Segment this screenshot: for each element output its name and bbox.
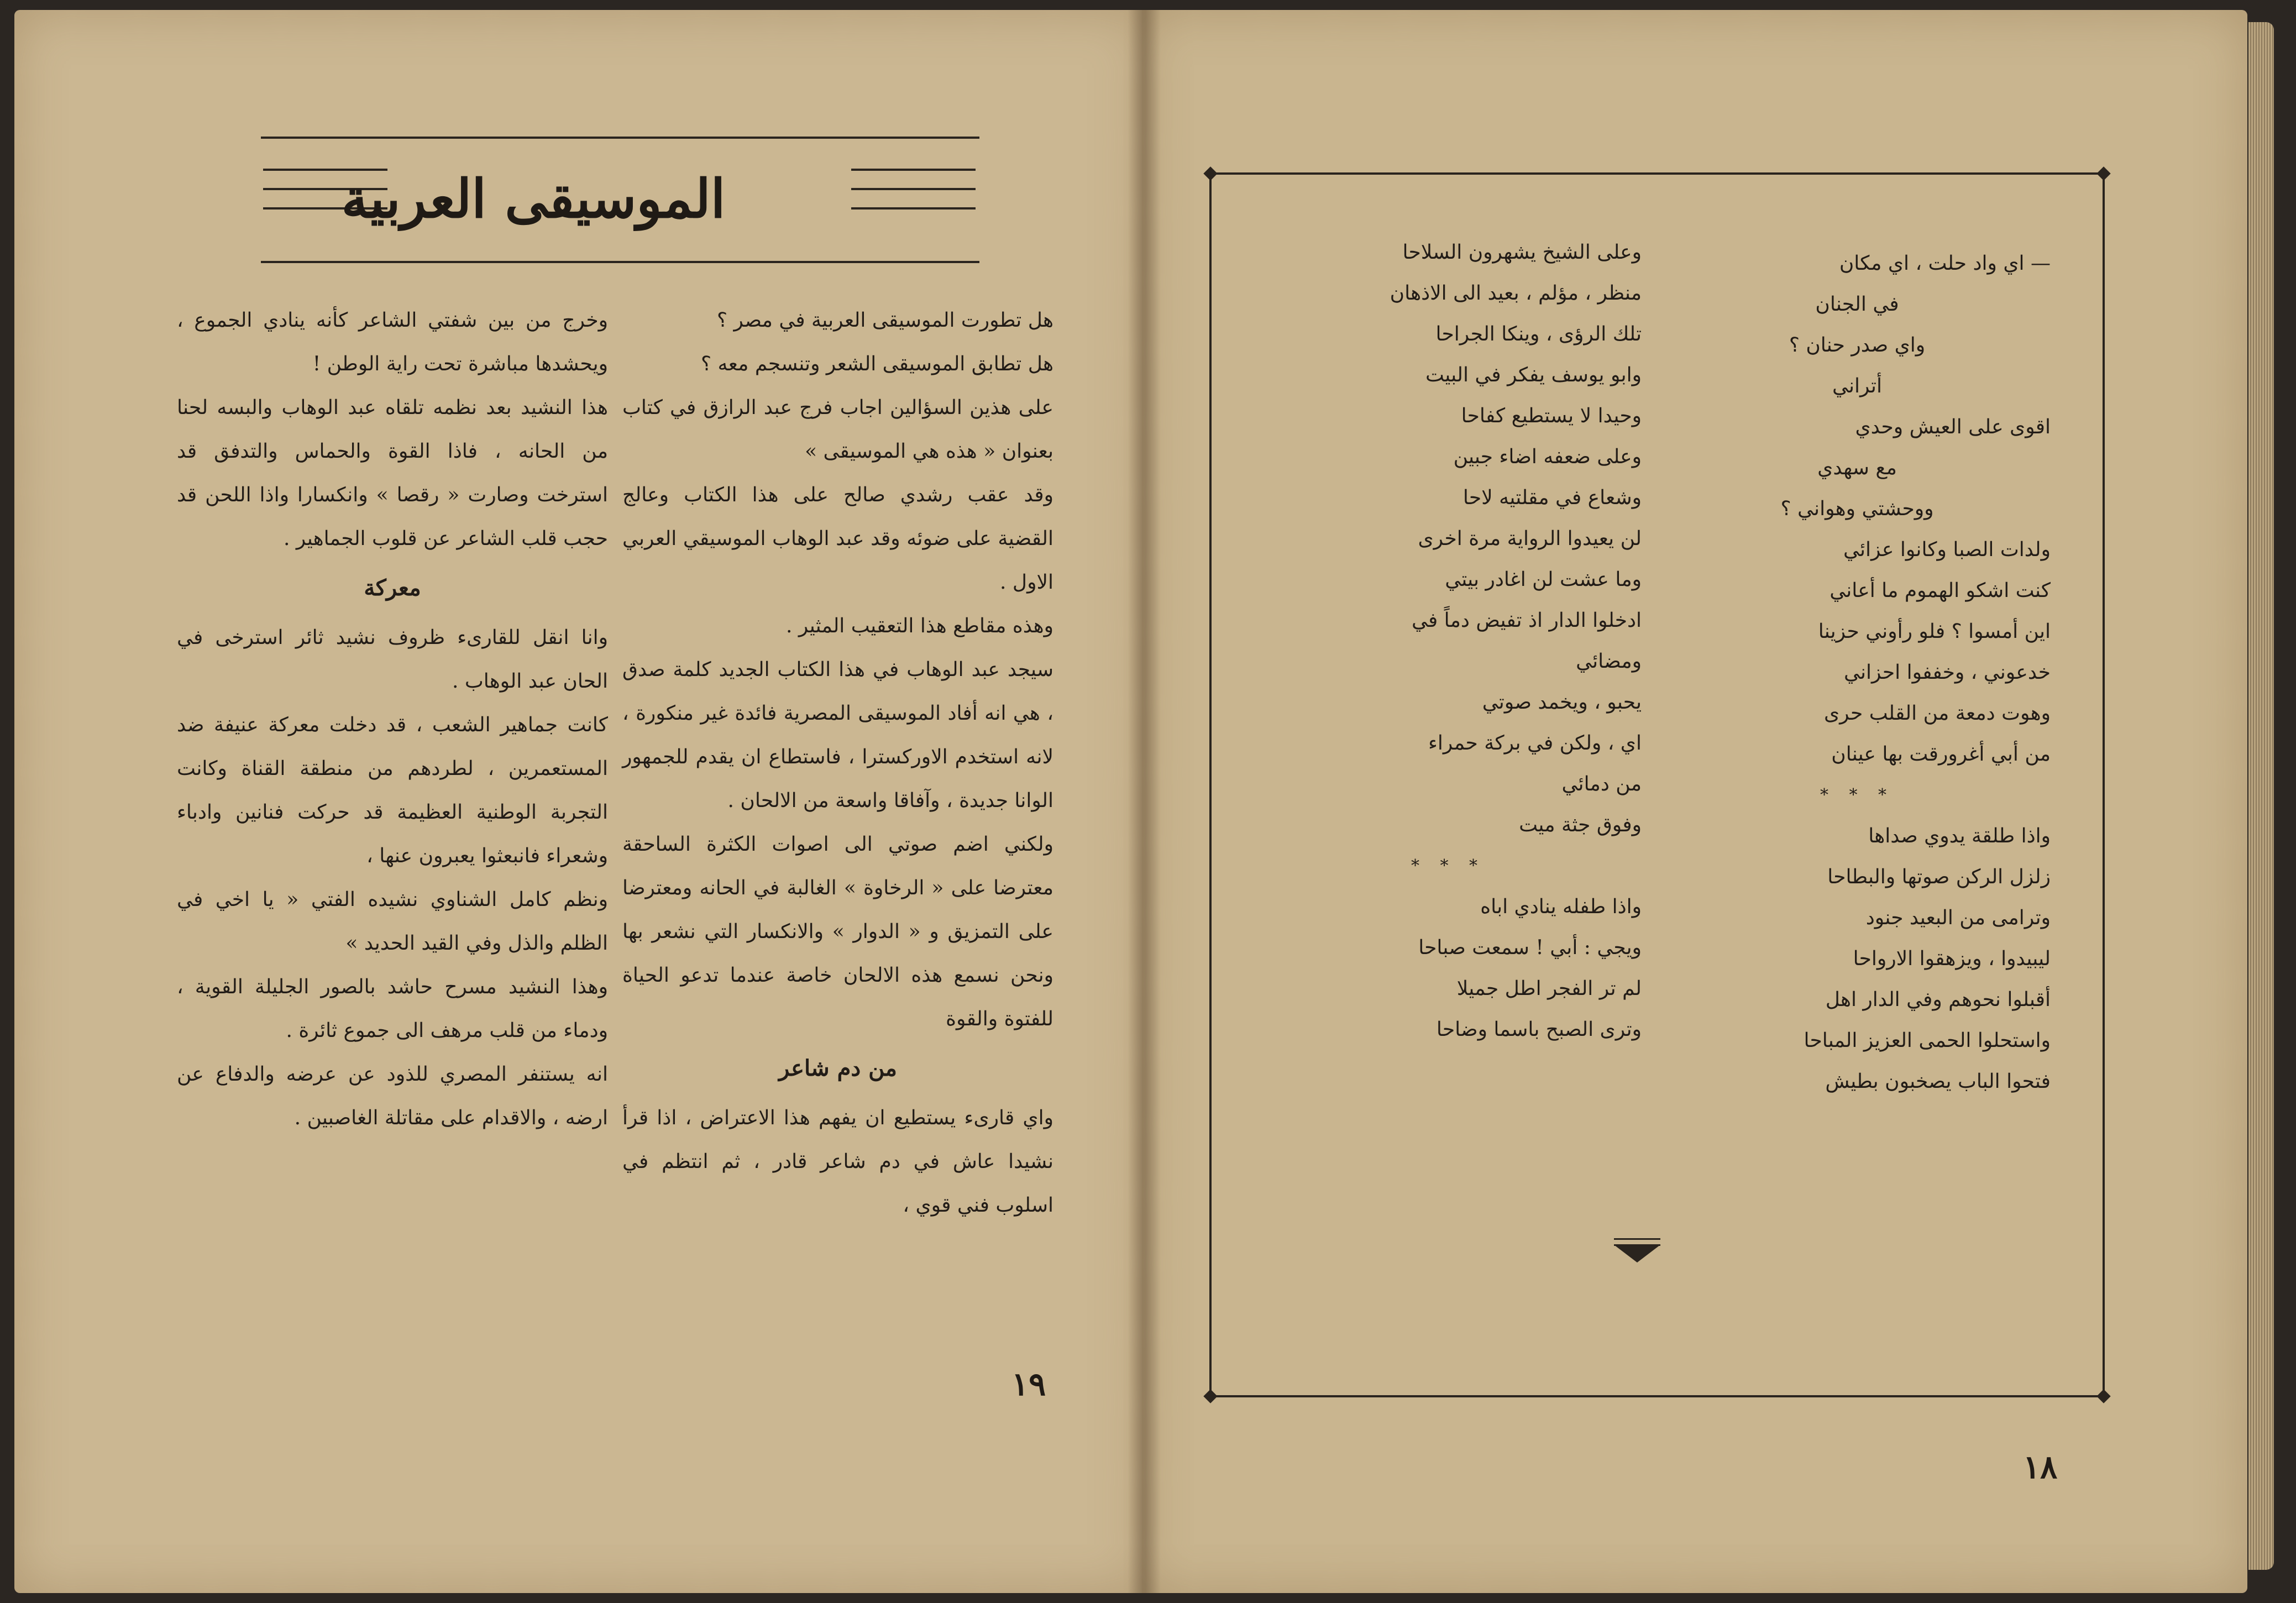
paragraph: وقد عقب رشدي صالح على هذا الكتاب وعالج القضية على ضوئه وقد عبد الوهاب الموسيقي العربي الاول .: [622, 484, 1053, 594]
article-column-left: [177, 298, 608, 1140]
verse-line: ومضائي: [1576, 650, 1642, 673]
verse-line: واستحلوا الحمى العزيز المباحا: [1804, 1029, 2051, 1052]
paragraph: انه يستنفر المصري للذود عن عرضه والدفاع عن ارضه ، والاقدام على مقاتلة الغاصبين .: [177, 1063, 608, 1129]
verse-line: يحبو ، ويخمد صوتي: [1482, 691, 1642, 714]
subheading: من دم شاعر: [779, 1055, 897, 1081]
title-bottom-rule: [261, 261, 979, 263]
paragraph: وانا انقل للقارىء ظروف نشيد ثائر استرخى في الحان عبد الوهاب .: [177, 626, 608, 693]
verse-line: ولدات الصبا وكانوا عزائي: [1843, 538, 2051, 561]
paragraph: ولكني اضم صوتي الى اصوات الكثرة الساحقة معترضا على « الرخاوة » الغالبة في الحانه ومعترضا على التمزيق و « الدوار » والانكسار التي نشعر بها ونحن نسمع هذه الالحان خاصة عندما تدعو الحياة للفتوة والقوة: [622, 833, 1053, 1030]
paragraph: واي قارىء يستطيع ان يفهم هذا الاعتراض ، اذا قرأ نشيدا عاش في دم شاعر قادر ، ثم انتظم في اسلوب فني قوي ،: [622, 1107, 1053, 1217]
verse-line: أتراني: [1832, 375, 1882, 397]
verse-line: من أبي أغرورقت بها عينان: [1831, 743, 2051, 766]
paragraph: سيجد عبد الوهاب في هذا الكتاب الجديد كلمة صدق ، هي انه أفاد الموسيقى المصرية فائدة غير منكورة ، لانه استخدم الاوركسترا ، فاستطاع ان يقدم للجمهور الوانا جديدة ، وآفاقا واسعة من الالحان .: [622, 658, 1053, 812]
verse-line: وترى الصبح باسما وضاحا: [1436, 1018, 1642, 1041]
section-divider: * * *: [1411, 856, 1486, 876]
verse-line: — اي واد حلت ، اي مكان: [1839, 252, 2051, 275]
verse-line: اين أمسوا ؟ فلو رأوني حزينا: [1818, 620, 2051, 643]
paragraph: وهذه مقاطع هذا التعقيب المثير .: [786, 615, 1053, 637]
verse-line: لم تر الفجر اطل جميلا: [1456, 977, 1642, 1000]
paragraph: وخرج من بين شفتي الشاعر كأنه ينادي الجموع ، ويحشدها مباشرة تحت راية الوطن !: [177, 309, 608, 375]
verse-line: وحيدا لا يستطيع كفاحا: [1461, 405, 1642, 427]
verse-line: واذا طلقة يدوي صداها: [1868, 825, 2051, 847]
verse-line: منظر ، مؤلم ، بعيد الى الاذهان: [1390, 282, 1642, 305]
book-gutter: [1128, 10, 1161, 1593]
subheading: معركة: [364, 575, 421, 601]
verse-line: وما عشت لن اغادر بيتي: [1445, 568, 1642, 591]
verse-line: أقبلوا نحوهم وفي الدار اهل: [1825, 988, 2051, 1011]
paragraph: هل تطابق الموسيقى الشعر وتنسجم معه ؟: [700, 353, 1053, 375]
verse-line: وعلى الشيخ يشهرون السلاحا: [1402, 241, 1642, 264]
verse-line: كنت اشكو الهموم ما أعاني: [1830, 579, 2051, 602]
verse-line: زلزل الركن صوتها والبطاحا: [1827, 866, 2051, 888]
section-divider: * * *: [1820, 785, 1895, 805]
verse-line: لن يعيدوا الرواية مرة اخرى: [1418, 527, 1642, 550]
verse-line: اقوى على العيش وحدي: [1855, 416, 2051, 438]
paragraph: هل تطورت الموسيقى العربية في مصر ؟: [716, 309, 1053, 332]
title-rule-right-3: [851, 207, 976, 209]
verse-line: في الجنان: [1815, 293, 1899, 316]
end-ornament-triangle: [1614, 1245, 1660, 1263]
verse-line: وترامى من البعيد جنود: [1865, 907, 2051, 929]
poem-column-right: [1664, 243, 2051, 1102]
title-rule-right-2: [851, 188, 976, 190]
verse-line: مع سهدي: [1817, 457, 1897, 479]
paragraph: هذا النشيد بعد نظمه تلقاه عبد الوهاب والبسه لحنا من الحانه ، فاذا القوة والحماس والتدفق قد استرخت وصارت « رقصا » وانكسارا واذا اللحن قد حجب قلب الشاعر عن قلوب الجماهير .: [177, 396, 608, 550]
article-column-right: [622, 298, 1053, 1227]
paragraph: وهذا النشيد مسرح حاشد بالصور الجليلة القوية ، ودماء من قلب مرهف الى جموع ثائرة .: [177, 976, 608, 1042]
verse-line: وهوت دمعة من القلب حرى: [1823, 702, 2051, 725]
poem-column-left: [1255, 232, 1642, 1050]
verse-line: اي ، ولكن في بركة حمراء: [1428, 732, 1642, 755]
verse-line: وعلى ضعفه اضاء جبين: [1453, 446, 1642, 468]
page-title: الموسيقى العربية: [341, 167, 726, 230]
title-rule-right-1: [851, 169, 976, 171]
verse-line: وشعاع في مقلتيه لاحا: [1462, 486, 1642, 509]
verse-line: واذا طفله ينادي اباه: [1480, 895, 1642, 918]
page-number: ١٩: [1011, 1365, 1046, 1403]
verse-line: من دمائي: [1561, 773, 1642, 795]
verse-line: ادخلوا الدار اذ تفيض دماً في: [1411, 609, 1642, 632]
verse-line: واي صدر حنان ؟: [1789, 334, 1926, 357]
verse-line: فتحوا الباب يصخبون بطيش: [1825, 1070, 2051, 1093]
verse-line: خدعوني ، وخففوا احزاني: [1843, 661, 2051, 684]
paragraph: كانت جماهير الشعب ، قد دخلت معركة عنيفة ضد المستعمرين ، لطردهم من منطقة القناة وكانت التجربة الوطنية العظيمة قد حركت فنانين وادباء وشعراء فانبعثوا يعبرون عنها ،: [177, 714, 608, 867]
title-top-rule: [261, 137, 979, 139]
paragraph: ونظم كامل الشناوي نشيده الفتي « يا اخي في الظلم والذل وفي القيد الحديد »: [177, 888, 608, 955]
page-edges: [2248, 22, 2274, 1570]
verse-line: وفوق جثة ميت: [1519, 814, 1642, 836]
verse-line: ويجي : أبي ! سمعت صباحا: [1418, 936, 1642, 959]
verse-line: ووحشتي وهواني ؟: [1780, 497, 1934, 520]
page-number: ١٨: [2023, 1448, 2058, 1486]
verse-line: وابو يوسف يفكر في البيت: [1425, 364, 1642, 386]
verse-line: تلك الرؤى ، وينكا الجراحا: [1435, 323, 1642, 345]
verse-line: ليبيدوا ، ويزهقوا الارواحا: [1853, 947, 2051, 970]
paragraph: على هذين السؤالين اجاب فرج عبد الرازق في كتاب بعنوان « هذه هي الموسيقى »: [622, 396, 1053, 463]
